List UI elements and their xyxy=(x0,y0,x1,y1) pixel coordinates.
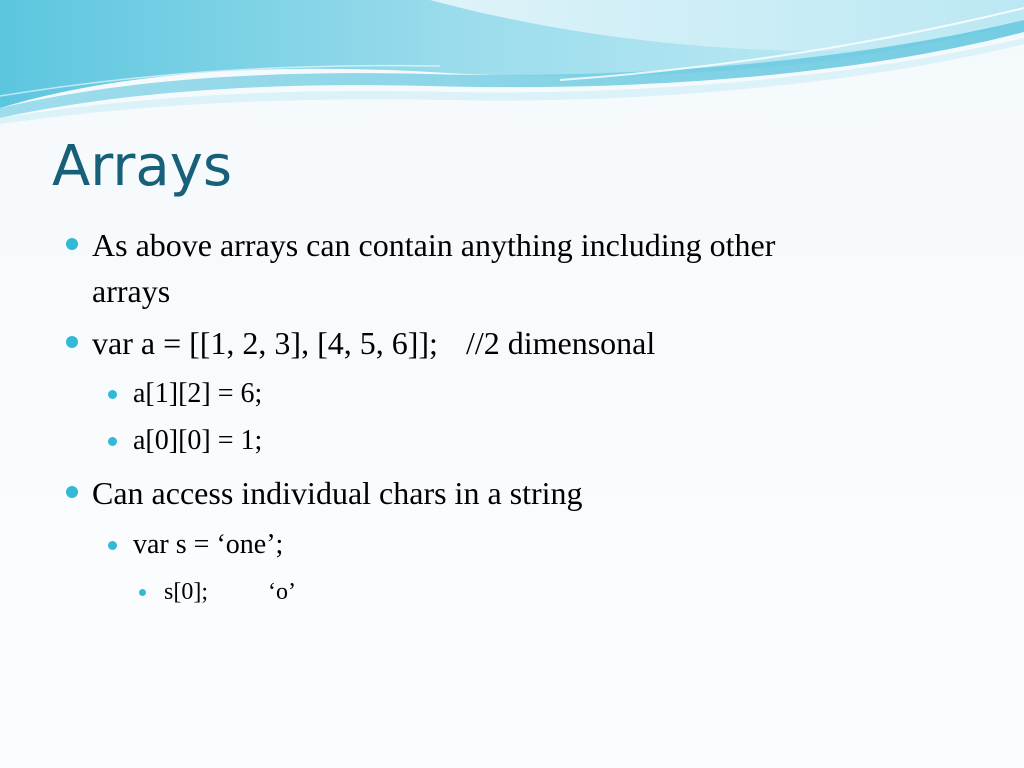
bullet-dot-icon xyxy=(66,486,78,498)
comment-text: //2 dimensonal xyxy=(465,325,656,361)
bullet-item-2d-array xyxy=(92,320,655,366)
bullet-dot-icon xyxy=(108,541,117,550)
bullet-dot-icon xyxy=(108,390,117,399)
bullet-item-arrays-contain xyxy=(92,222,775,268)
slide-title: Arrays xyxy=(52,134,233,199)
code-text: var a = [[1, 2, 3], [4, 5, 6]]; xyxy=(92,325,438,361)
bullet-item-string-access xyxy=(92,470,583,516)
bullet-text: Can access individual chars in a string xyxy=(92,475,583,511)
bullet-text-line2: arrays xyxy=(92,273,171,309)
header-wave-decoration xyxy=(0,0,1024,130)
sub-bullet-item xyxy=(133,374,262,414)
bullet-dot-icon xyxy=(139,589,146,596)
bullet-dot-icon xyxy=(108,437,117,446)
sub-bullet-item xyxy=(133,525,283,565)
bullet-item-arrays-contain-continuation xyxy=(92,268,170,314)
sub-bullet-text: a[0][0] = 1; xyxy=(133,425,263,456)
sub-bullet-text: var s = ‘one’; xyxy=(133,529,284,560)
sub-bullet-text: a[1][2] = 6; xyxy=(133,378,263,409)
bullet-dot-icon xyxy=(66,336,78,348)
sub-sub-bullet-item xyxy=(164,575,296,609)
bullet-text-line1: As above arrays can contain anything including other xyxy=(92,227,776,263)
code-text: s[0]; xyxy=(164,579,208,605)
bullet-dot-icon xyxy=(66,238,78,250)
result-text: ‘o’ xyxy=(268,579,296,605)
sub-bullet-item xyxy=(133,421,262,461)
